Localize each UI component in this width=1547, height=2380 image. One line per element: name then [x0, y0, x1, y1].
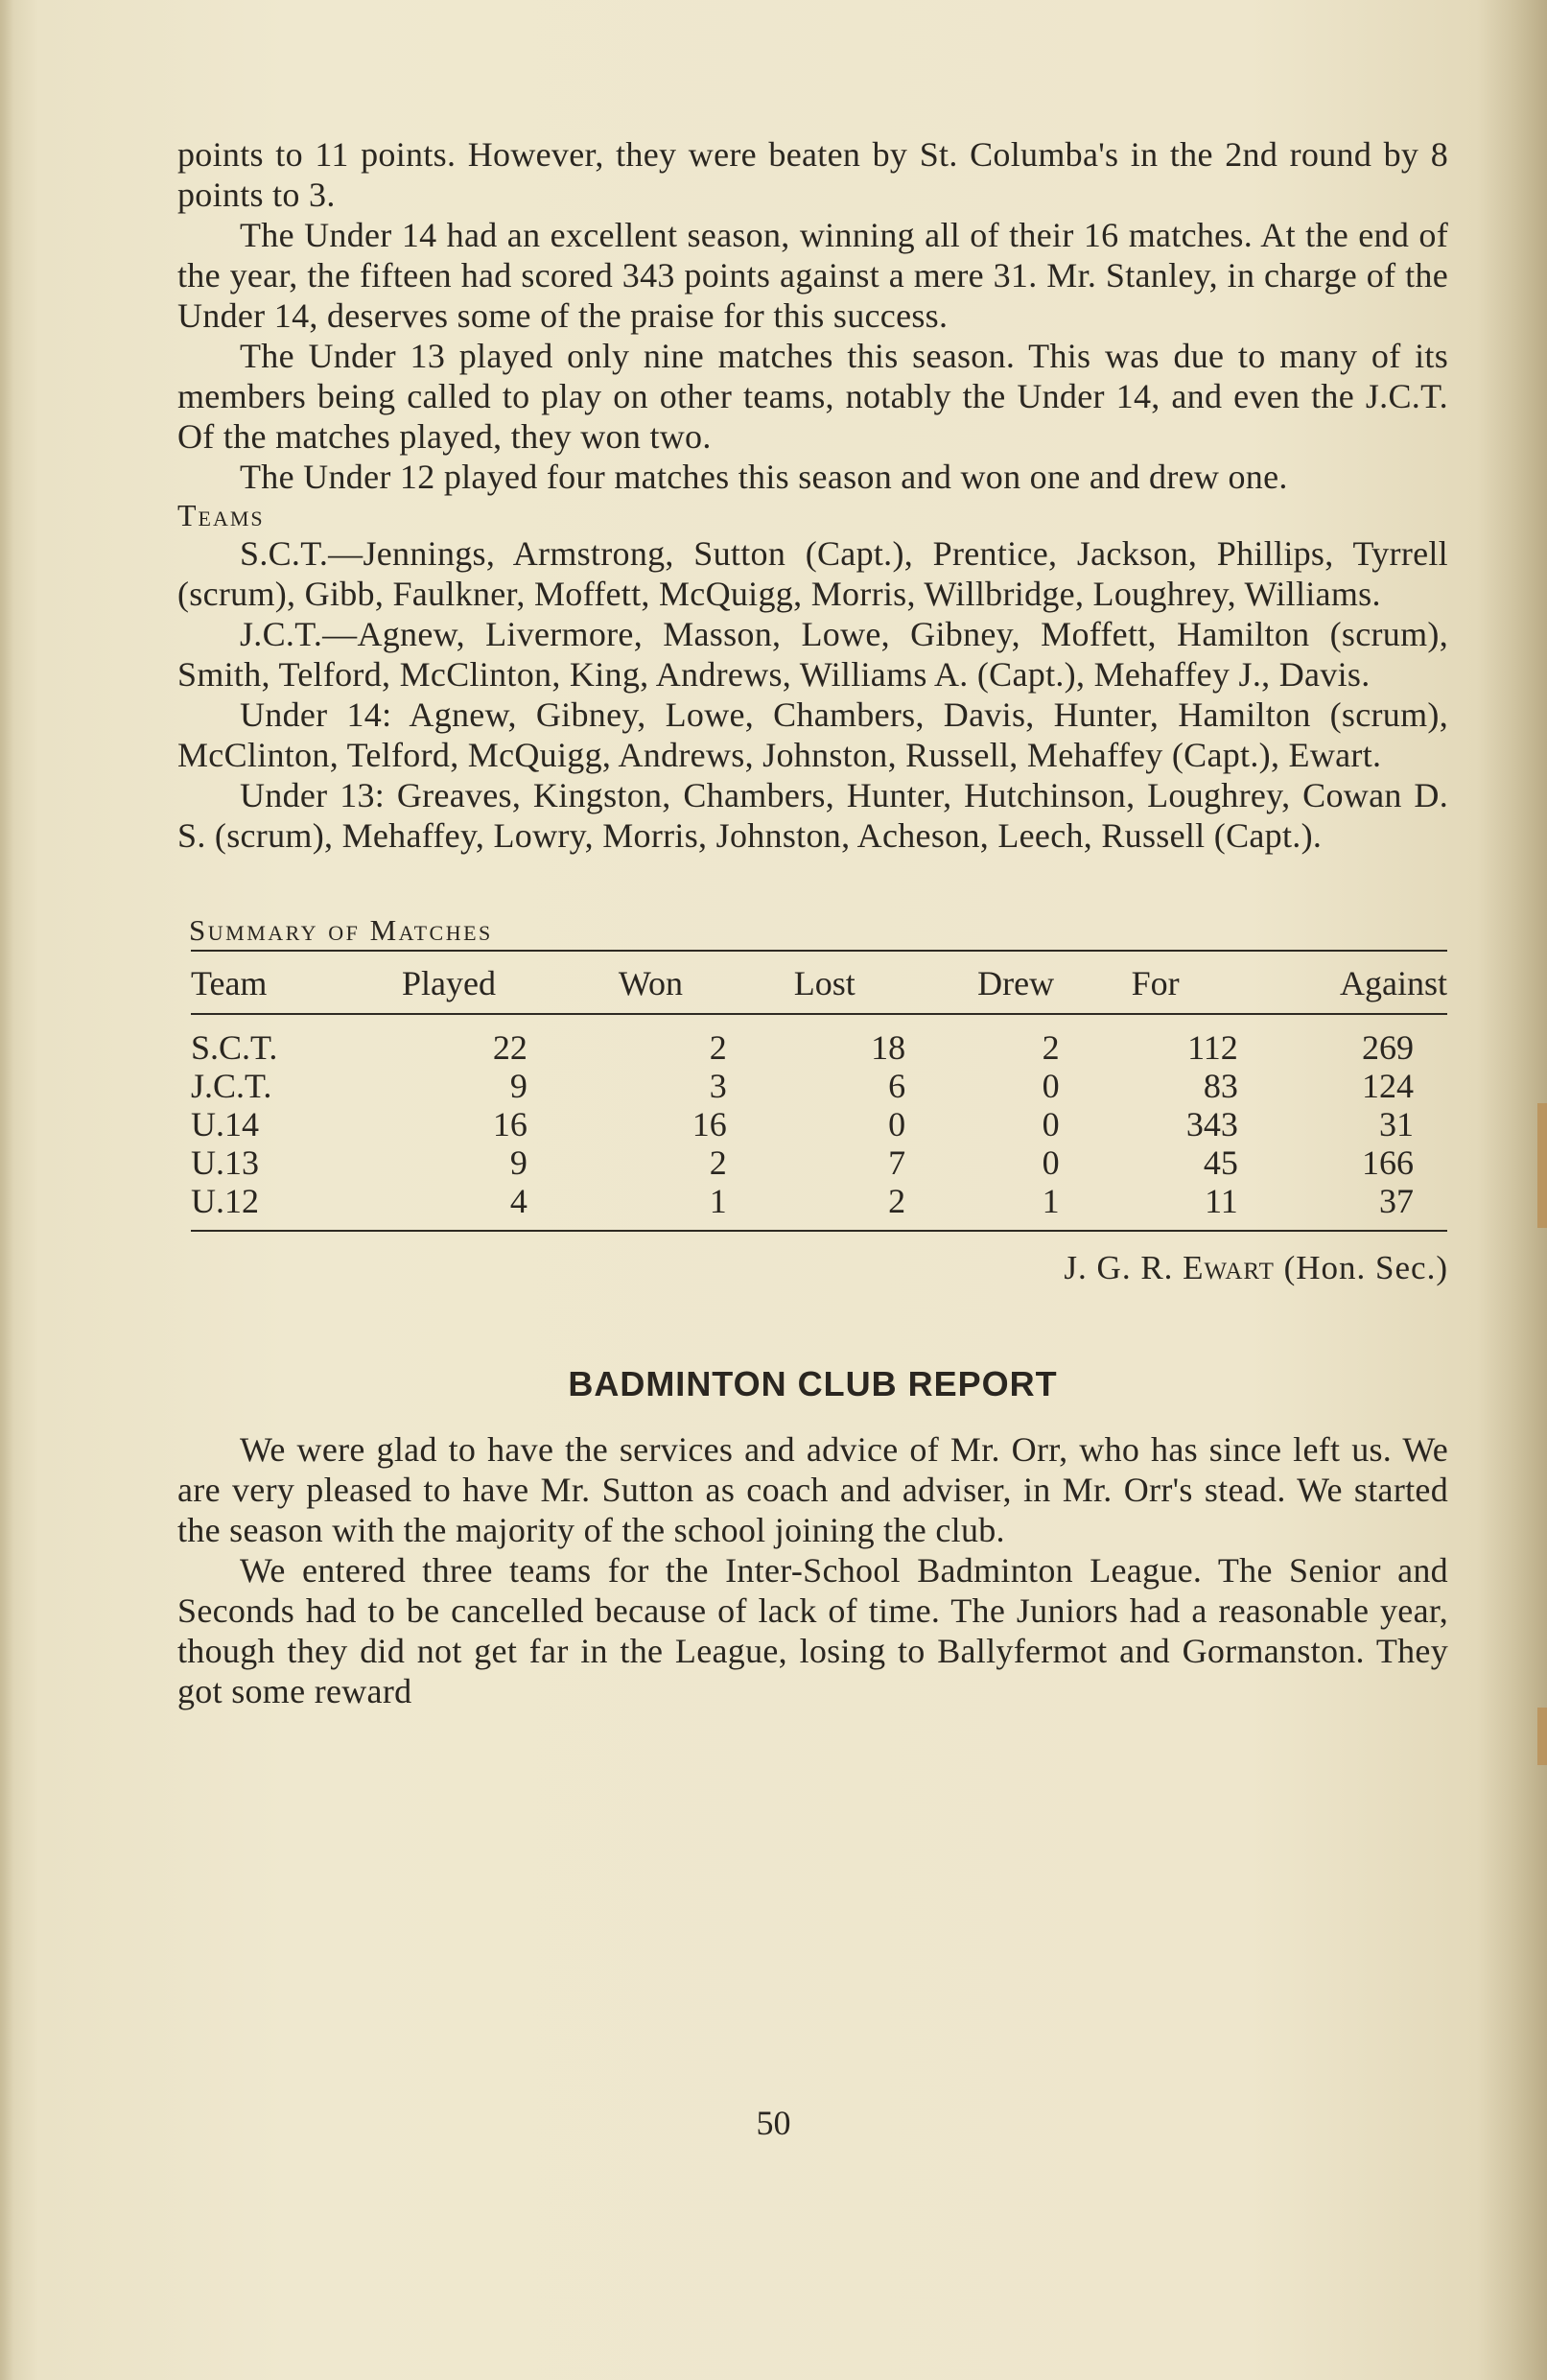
- table-row: [191, 1143, 1447, 1182]
- cell-team: U.12: [191, 1182, 402, 1231]
- cell-for: 112: [1187, 1028, 1238, 1067]
- signature-name: J. G. R. Ewart: [1064, 1249, 1275, 1286]
- column-header-lost: Lost: [794, 951, 977, 1014]
- table-row: [191, 1182, 1447, 1231]
- cell-lost: 2: [794, 1182, 977, 1231]
- cell-against: 37: [1262, 1182, 1447, 1231]
- column-header-for: For: [1132, 951, 1262, 1014]
- rugby-report-continued: [177, 134, 1448, 497]
- table-header-row: [191, 951, 1447, 1014]
- cell-team: S.C.T.: [191, 1028, 278, 1067]
- column-header-won: Won: [619, 951, 794, 1014]
- column-header-played: Played: [402, 951, 619, 1014]
- signature-role: (Hon. Sec.): [1283, 1249, 1448, 1286]
- cell-against: 124: [1362, 1067, 1414, 1105]
- cell-team: U.14: [191, 1105, 259, 1143]
- cell-against: 166: [1362, 1143, 1414, 1182]
- page-binding-shadow: [0, 0, 13, 2380]
- teams-section: [177, 497, 1448, 856]
- cell-against: 31: [1379, 1105, 1414, 1143]
- cell-drew: 0: [1042, 1067, 1060, 1105]
- summary-title: Summary of Matches: [189, 913, 493, 947]
- cell-lost: 18: [871, 1028, 906, 1067]
- page-content: [177, 134, 1448, 1711]
- cell-team: J.C.T.: [191, 1067, 272, 1105]
- table-row: [191, 1014, 1447, 1067]
- table-row: [191, 1105, 1447, 1143]
- cell-drew: 0: [1042, 1105, 1060, 1143]
- cell-drew: 2: [1042, 1028, 1060, 1067]
- cell-lost: 6: [888, 1067, 906, 1105]
- cell-won: 2: [709, 1143, 727, 1182]
- cell-won: 2: [709, 1028, 727, 1067]
- cell-played: 9: [509, 1067, 527, 1105]
- matches-table: [191, 950, 1447, 1232]
- cell-played: 9: [509, 1143, 527, 1182]
- signature: [177, 1249, 1448, 1287]
- cell-against: 269: [1362, 1028, 1414, 1067]
- cell-won: 1: [619, 1182, 794, 1231]
- summary-of-matches: [177, 911, 1448, 1287]
- intro-paragraph: The Under 12 played four matches this season and won one and drew one.: [240, 458, 1288, 496]
- cell-for: 83: [1203, 1067, 1238, 1105]
- badminton-paragraph: We were glad to have the services and advice of Mr. Orr, who has since left us. We are very pleased to have Mr. Sutton as coach and adviser, in Mr. Orr's stead. We started the season with the majority of the school joining the club.: [177, 1430, 1448, 1549]
- column-header-team: Team: [191, 951, 402, 1014]
- cell-drew: 1: [977, 1182, 1131, 1231]
- cell-team: U.13: [191, 1143, 259, 1182]
- intro-paragraph: The Under 14 had an excellent season, winning all of their 16 matches. At the end of the year, the fifteen had scored 343 points against a mere 31. Mr. Stanley, in charge of the Under 14, deserves some of the praise for this success.: [177, 216, 1448, 335]
- column-header-drew: Drew: [977, 951, 1131, 1014]
- teams-heading: Teams: [177, 498, 265, 532]
- cell-played: 4: [402, 1182, 619, 1231]
- badminton-paragraph: We entered three teams for the Inter-School Badminton League. The Senior and Seconds had to be cancelled because of lack of time. The Juniors had a reasonable year, though they did not get far in the League, losing to Ballyfermot and Gormanston. They got some reward: [177, 1551, 1448, 1710]
- team-entry-under-14: Under 14: Agnew, Gibney, Lowe, Chambers, Davis, Hunter, Hamilton (scrum), McClinton, Telford, McQuigg, Andrews, Johnston, Russell, Mehaffey (Capt.), Ewart.: [177, 695, 1448, 774]
- team-entry-sct: S.C.T.—Jennings, Armstrong, Sutton (Capt.), Prentice, Jackson, Phillips, Tyrrell (scrum), Gibb, Faulkner, Moffett, McQuigg, Morris, Willbridge, Loughrey, Williams.: [177, 534, 1448, 613]
- cell-lost: 0: [888, 1105, 906, 1143]
- cell-lost: 7: [888, 1143, 906, 1182]
- column-header-against: Against: [1262, 951, 1447, 1014]
- cell-for: 45: [1203, 1143, 1238, 1182]
- team-entry-under-13: Under 13: Greaves, Kingston, Chambers, Hunter, Hutchinson, Loughrey, Cowan D. S. (scrum), Mehaffey, Lowry, Morris, Johnston, Acheson, Leech, Russell (Capt.).: [177, 776, 1448, 855]
- cell-played: 16: [492, 1105, 527, 1143]
- intro-paragraph: The Under 13 played only nine matches this season. This was due to many of its members being called to play on other teams, notably the Under 14, and even the J.C.T. Of the matches played, they won two.: [177, 337, 1448, 456]
- cell-drew: 0: [1042, 1143, 1060, 1182]
- badminton-heading: BADMINTON CLUB REPORT: [568, 1364, 1058, 1403]
- cell-for: 343: [1185, 1105, 1238, 1143]
- table-row: [191, 1067, 1447, 1105]
- page-number: 50: [756, 2104, 791, 2142]
- team-entry-jct: J.C.T.—Agnew, Livermore, Masson, Lowe, Gibney, Moffett, Hamilton (scrum), Smith, Telford, McClinton, King, Andrews, Williams A. (Capt.), Mehaffey J., Davis.: [177, 615, 1448, 694]
- cell-played: 22: [492, 1028, 527, 1067]
- badminton-report: [177, 1364, 1448, 1711]
- intro-paragraph: points to 11 points. However, they were beaten by St. Columba's in the 2nd round by 8 points to 3.: [177, 135, 1448, 214]
- page-edge-stain: [1537, 1103, 1547, 1228]
- cell-won: 3: [709, 1067, 727, 1105]
- cell-for: 11: [1132, 1182, 1262, 1231]
- cell-won: 16: [691, 1105, 727, 1143]
- page-edge-stain: [1537, 1708, 1547, 1765]
